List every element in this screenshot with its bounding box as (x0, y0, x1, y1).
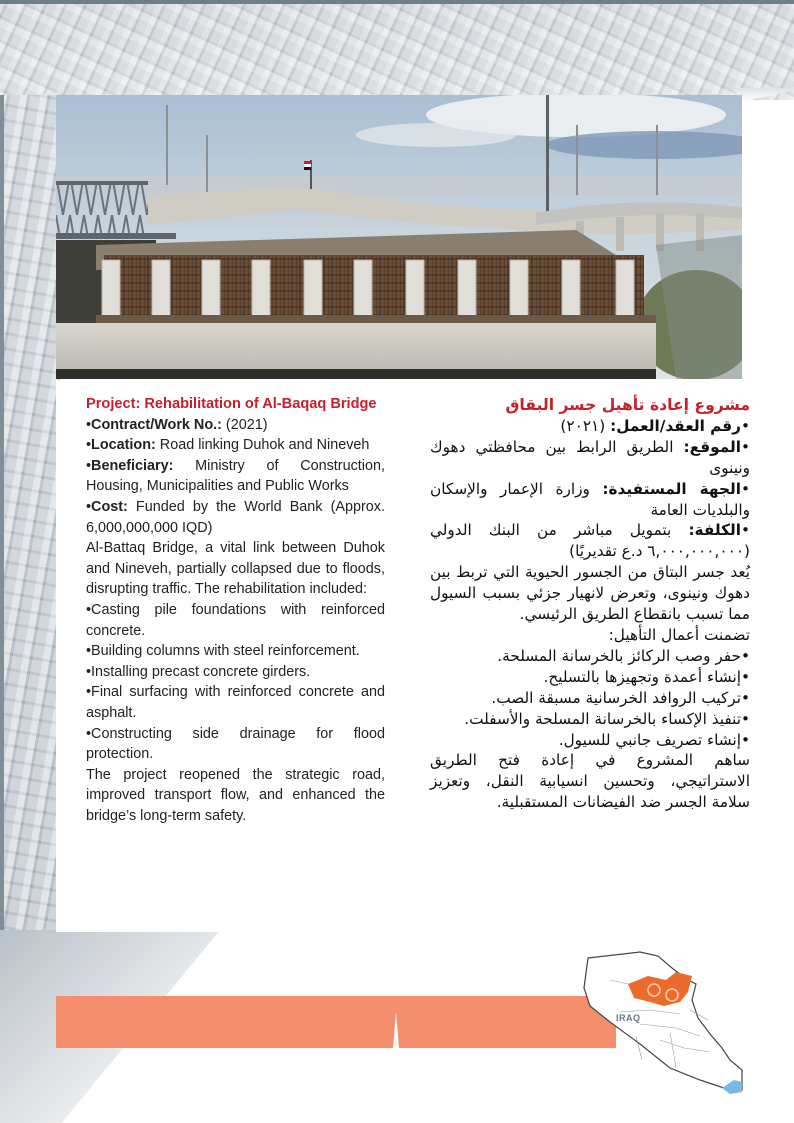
cost-label: Cost: (91, 498, 128, 515)
work-text: حفر وصب الركائز بالخرسانة المسلحة. (497, 646, 741, 665)
beneficiary-value: وزارة الإعمار والإسكان والبلديات العامة (430, 479, 750, 519)
bullet: • (740, 521, 750, 540)
map-country-label: IRAQ (616, 1013, 641, 1023)
orange-decorative-band (56, 996, 616, 1048)
arabic-conclusion: ساهم المشروع في إعادة فتح الطريق الاستراتيجي، وتحسين انسيابية النقل، وتعزيز سلامة الجسر ضد الفيضانات المستقبلية. (430, 751, 750, 812)
arabic-work-item (430, 709, 750, 730)
bullet: • (740, 667, 750, 686)
work-text: Casting pile foundations with reinforced concrete. (86, 601, 385, 639)
work-text: Building columns with steel reinforcement. (91, 643, 360, 660)
location-value: Road linking Duhok and Nineveh (155, 437, 370, 454)
english-work-item (86, 641, 385, 662)
bullet: • (740, 688, 750, 707)
arabic-cost (430, 520, 750, 562)
english-conclusion: The project reopened the strategic road, improved transport flow, and enhanced the bridge’s long-term safety. (86, 766, 385, 824)
english-description: Al-Battaq Bridge, a vital link between Duhok and Nineveh, partially collapsed due to floods, disrupting traffic. The rehabilitation included: (86, 540, 385, 598)
bullet: • (86, 601, 92, 618)
top-edge-stripe (0, 0, 794, 4)
location-label: الموقع: (683, 437, 741, 456)
iraq-map (580, 940, 760, 1100)
bullet: • (740, 479, 750, 498)
cost-label: الكلفة: (688, 521, 741, 540)
arabic-contract (430, 416, 750, 437)
bullet: • (86, 663, 92, 680)
work-text: Final surfacing with reinforced concrete and asphalt. (86, 684, 385, 721)
english-location (86, 435, 385, 456)
beneficiary-value: Ministry of Construction, Housing, Municipalities and Public Works (86, 457, 385, 495)
english-cost (86, 497, 385, 538)
bridge-construction-photo (56, 95, 742, 379)
english-work-item (86, 682, 385, 723)
contract-label: رقم العقد/العمل: (610, 416, 741, 435)
english-work-item (86, 724, 385, 765)
arabic-title: مشروع إعادة تأهيل جسر البقاق (505, 396, 750, 414)
contract-value: (٢٠٢١) (560, 416, 611, 435)
iraq-outline (584, 952, 742, 1090)
location-label: Location: (91, 437, 156, 454)
cost-value: Funded by the World Bank (Approx. 6,000,000,000 IQD) (86, 498, 385, 536)
work-text: تنفيذ الإكساء بالخرسانة المسلحة والأسفلت. (464, 709, 741, 728)
bullet: • (86, 457, 92, 474)
bullet: • (86, 643, 92, 660)
arabic-work-item (430, 667, 750, 688)
english-work-item (86, 662, 385, 683)
iraq-map-graphic (580, 940, 760, 1100)
beneficiary-label: الجهة المستفيدة: (602, 479, 741, 498)
arabic-description: يُعد جسر البتاق من الجسور الحيوية التي تربط بين دهوك ونينوى، وتعرض لانهيار جزئي بسبب السيول مما تسبب بانقطاع الطريق الرئيسي. (430, 563, 750, 624)
bullet: • (86, 416, 92, 433)
bullet: • (740, 437, 750, 456)
arabic-beneficiary (430, 479, 750, 521)
cost-value: بتمويل مباشر من البنك الدولي (٦,٠٠٠,٠٠٠,٠٠٠ د.ع تقديريًا) (430, 521, 750, 561)
bullet: • (740, 646, 750, 665)
arabic-column (430, 395, 750, 813)
arabic-work-item (430, 730, 750, 751)
bullet: • (86, 725, 92, 742)
location-value: الطريق الرابط بين محافظتي دهوك ونينوى (430, 437, 750, 477)
english-work-item (86, 600, 385, 641)
bullet: • (740, 730, 750, 749)
english-column (86, 394, 385, 826)
photo-illustration (56, 95, 742, 379)
arabic-works-intro: تضمنت أعمال التأهيل: (608, 625, 750, 644)
work-text: Constructing side drainage for flood protection. (86, 725, 385, 763)
arabic-location (430, 437, 750, 479)
beneficiary-label: Beneficiary: (91, 457, 174, 474)
work-text: تركيب الروافد الخرسانية مسبقة الصب. (491, 688, 741, 707)
contract-label: Contract/Work No.: (91, 416, 222, 433)
bullet: • (86, 437, 92, 454)
english-contract (86, 415, 385, 436)
work-text: إنشاء تصريف جانبي للسيول. (558, 730, 741, 749)
english-title: Project: Rehabilitation of Al-Baqaq Bridge (86, 396, 377, 412)
bullet: • (740, 709, 750, 728)
arabic-work-item (430, 688, 750, 709)
city-background-top (0, 0, 794, 100)
bullet: • (740, 416, 750, 435)
work-text: إنشاء أعمدة وتجهيزها بالتسليح. (543, 667, 741, 686)
bullet: • (86, 498, 92, 515)
bullet: • (86, 684, 92, 701)
contract-value: (2021) (221, 416, 268, 433)
work-text: Installing precast concrete girders. (91, 663, 311, 680)
english-beneficiary (86, 456, 385, 497)
arabic-work-item (430, 646, 750, 667)
